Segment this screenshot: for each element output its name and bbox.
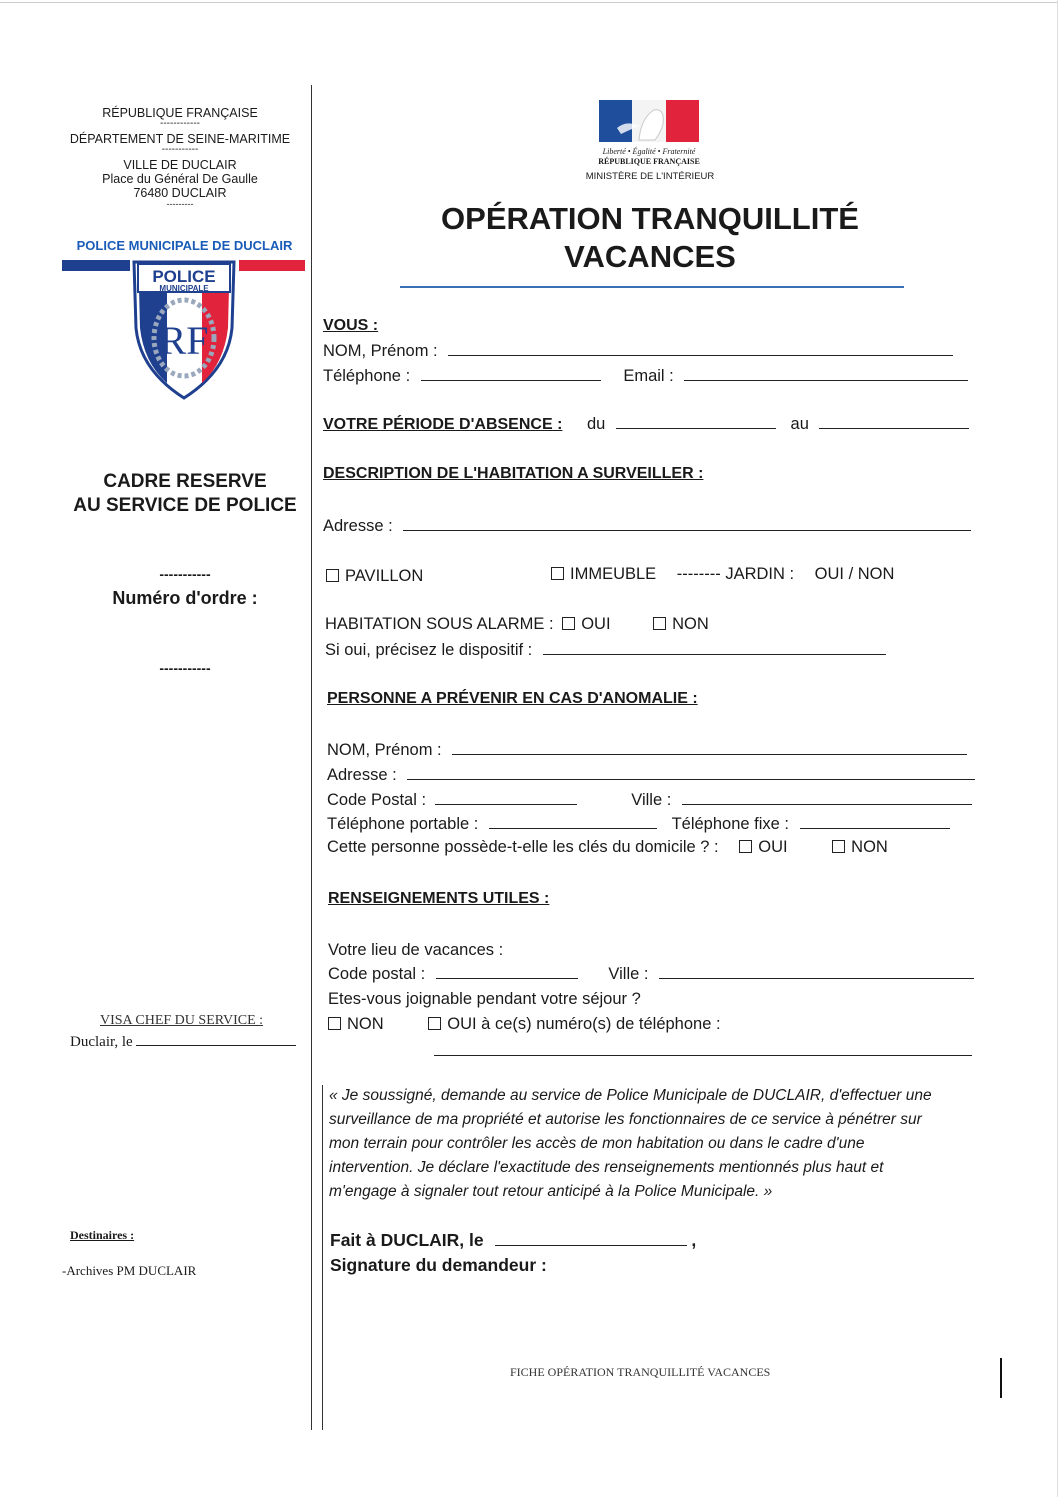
building-option[interactable] xyxy=(551,565,894,584)
home-address-field[interactable] xyxy=(403,529,971,531)
footer-mark xyxy=(1000,1358,1002,1398)
footer-label: FICHE OPÉRATION TRANQUILLITÉ VACANCES xyxy=(510,1365,771,1379)
contact-postal-field[interactable] xyxy=(435,803,577,805)
info-city-label: Ville : xyxy=(608,965,649,983)
contact-name-label: NOM, Prénom : xyxy=(327,741,442,759)
badge-rf-monogram: RF xyxy=(159,318,209,363)
device-label: Si oui, précisez le dispositif : xyxy=(325,641,533,659)
device-row xyxy=(325,641,886,660)
postal-label: 76480 DUCLAIR xyxy=(133,186,227,200)
you-name-label: NOM, Prénom : xyxy=(323,342,438,360)
statement-line: intervention. Je déclare l'exactitude des renseignements mentionnés plus haut et xyxy=(329,1159,884,1176)
reachable-row xyxy=(328,1015,721,1034)
contact-city-field[interactable] xyxy=(682,803,972,805)
reserved-box-title xyxy=(40,470,330,518)
reachable-no-label: NON xyxy=(347,1015,384,1033)
separator: ------------ xyxy=(160,118,200,129)
reachable-yes-checkbox[interactable] xyxy=(428,1017,441,1030)
separator: --------- xyxy=(166,199,194,209)
statement-line: m'engage à signaler tout retour anticipé à la Police Municipale. » xyxy=(329,1183,773,1200)
period-from-label: du xyxy=(586,415,606,433)
reachable-phone-field[interactable] xyxy=(434,1055,972,1056)
police-title: POLICE MUNICIPALE DE DUCLAIR xyxy=(76,238,293,253)
you-phone-label: Téléphone : xyxy=(323,367,411,385)
title-underline xyxy=(400,286,904,288)
keys-no-checkbox[interactable] xyxy=(832,840,845,853)
alarm-yes-checkbox[interactable] xyxy=(562,617,575,630)
police-badge-logo xyxy=(62,258,307,408)
statement-line: « Je soussigné, demande au service de Police Municipale de DUCLAIR, d'effectuer une xyxy=(329,1087,932,1104)
done-at-label: Fait à DUCLAIR, le xyxy=(330,1230,484,1250)
you-email-label: Email : xyxy=(623,367,674,385)
keys-yes-checkbox[interactable] xyxy=(739,840,752,853)
done-at-date-field[interactable] xyxy=(495,1244,687,1246)
done-at-row xyxy=(330,1230,696,1251)
badge-police-text: POLICE xyxy=(152,267,216,286)
house-checkbox[interactable] xyxy=(326,569,339,582)
title-line-2: VACANCES xyxy=(564,239,736,274)
contact-address-field[interactable] xyxy=(407,778,975,780)
home-address-row xyxy=(323,517,971,536)
you-email-field[interactable] xyxy=(684,379,968,381)
contact-mobile-label: Téléphone portable : xyxy=(327,815,479,833)
section-period-heading: VOTRE PÉRIODE D'ABSENCE : xyxy=(323,416,563,433)
admin-header xyxy=(40,106,320,208)
garden-choice[interactable]: OUI / NON xyxy=(814,565,895,583)
info-city-field[interactable] xyxy=(659,977,974,979)
alarm-yes-label: OUI xyxy=(581,615,611,633)
building-checkbox[interactable] xyxy=(551,567,564,580)
statement-block xyxy=(329,1084,991,1204)
you-phone-row xyxy=(323,367,968,386)
column-divider xyxy=(311,85,312,1430)
contact-landline-field[interactable] xyxy=(800,827,950,829)
period-to-label: au xyxy=(790,415,809,433)
contact-name-field[interactable] xyxy=(452,753,967,755)
contact-postal-row xyxy=(327,791,972,810)
you-phone-field[interactable] xyxy=(421,379,601,381)
marianne-logo xyxy=(598,100,700,167)
column-divider-lower xyxy=(322,1085,323,1430)
house-option[interactable] xyxy=(326,567,423,586)
house-label: PAVILLON xyxy=(345,567,424,585)
home-address-label: Adresse : xyxy=(323,517,393,535)
badge-municipale-text: MUNICIPALE xyxy=(159,284,209,293)
visa-date-row xyxy=(70,1034,296,1051)
building-label: IMMEUBLE xyxy=(570,565,657,583)
alarm-label: HABITATION SOUS ALARME : xyxy=(325,615,554,633)
reachable-yes-label: OUI à ce(s) numéro(s) de téléphone : xyxy=(447,1015,721,1033)
info-postal-field[interactable] xyxy=(436,977,578,979)
signature-label: Signature du demandeur : xyxy=(330,1255,547,1275)
garden-label: -------- JARDIN : xyxy=(676,565,795,583)
device-field[interactable] xyxy=(543,653,886,655)
page-border-top xyxy=(0,2,1058,3)
visa-date-field[interactable] xyxy=(136,1044,296,1046)
reserved-line-1: CADRE RESERVE xyxy=(103,471,267,492)
period-row xyxy=(323,415,969,434)
department-label: DÉPARTEMENT DE SEINE-MARITIME xyxy=(69,132,291,146)
period-from-field[interactable] xyxy=(616,427,776,429)
contact-landline-label: Téléphone fixe : xyxy=(671,815,789,833)
contact-postal-label: Code Postal : xyxy=(327,791,427,809)
section-you-heading: VOUS : xyxy=(323,317,379,334)
title-line-1: OPÉRATION TRANQUILLITÉ xyxy=(441,201,859,236)
reachable-no-checkbox[interactable] xyxy=(328,1017,341,1030)
reserved-line-2: AU SERVICE DE POLICE xyxy=(73,495,297,516)
info-postal-label: Code postal : xyxy=(328,965,426,983)
keys-yes-label: OUI xyxy=(758,838,788,856)
you-name-row xyxy=(323,342,953,361)
reachable-label: Etes-vous joignable pendant votre séjour ? xyxy=(328,990,641,1008)
motto-text: Liberté • Égalité • Fraternité xyxy=(602,147,696,156)
city-label: VILLE DE DUCLAIR xyxy=(123,158,237,172)
info-postal-row xyxy=(328,965,974,984)
recipients-title: Destinaires : xyxy=(70,1228,135,1242)
address-label: Place du Général De Gaulle xyxy=(102,172,258,186)
alarm-no-checkbox[interactable] xyxy=(653,617,666,630)
section-info-heading: RENSEIGNEMENTS UTILES : xyxy=(328,890,550,907)
order-separator: ----------- xyxy=(159,566,211,582)
section-contact-heading: PERSONNE A PRÉVENIR EN CAS D'ANOMALIE : xyxy=(327,690,698,707)
statement-line: surveillance de ma propriété et autorise les fonctionnaires de ce service à pénétrer sur xyxy=(329,1111,922,1128)
contact-address-row xyxy=(327,766,975,785)
logo-republic-text: RÉPUBLIQUE FRANÇAISE xyxy=(598,157,700,166)
section-home-heading: DESCRIPTION DE L'HABITATION A SURVEILLER : xyxy=(323,465,704,482)
keys-row xyxy=(327,838,888,857)
you-name-field[interactable] xyxy=(448,354,953,356)
order-separator-bottom: ----------- xyxy=(159,660,211,676)
visa-label: VISA CHEF DU SERVICE : xyxy=(100,1013,264,1028)
done-at-comma: , xyxy=(691,1230,697,1250)
separator: ----------- xyxy=(161,144,199,155)
page-border-right xyxy=(1057,0,1058,1497)
info-place-label: Votre lieu de vacances : xyxy=(328,941,504,959)
period-to-field[interactable] xyxy=(819,427,969,429)
republic-label: RÉPUBLIQUE FRANÇAISE xyxy=(102,106,258,120)
keys-label: Cette personne possède-t-elle les clés du domicile ? : xyxy=(327,838,719,856)
contact-phone-row xyxy=(327,815,950,834)
duclair-le-label: Duclair, le xyxy=(70,1034,133,1050)
contact-mobile-field[interactable] xyxy=(489,827,657,829)
alarm-no-label: NON xyxy=(672,615,709,633)
order-number-label: Numéro d'ordre : xyxy=(112,588,258,608)
contact-city-label: Ville : xyxy=(631,791,672,809)
page-title xyxy=(390,200,910,276)
contact-address-label: Adresse : xyxy=(327,766,397,784)
keys-no-label: NON xyxy=(851,838,888,856)
alarm-row xyxy=(325,615,709,634)
recipients-item: -Archives PM DUCLAIR xyxy=(62,1263,197,1278)
ministry-label: MINISTÈRE DE L'INTÉRIEUR xyxy=(585,171,715,182)
contact-name-row xyxy=(327,741,967,760)
statement-line: mon terrain pour contrôler les accès de mon habitation ou dans le cadre d'une xyxy=(329,1135,865,1152)
